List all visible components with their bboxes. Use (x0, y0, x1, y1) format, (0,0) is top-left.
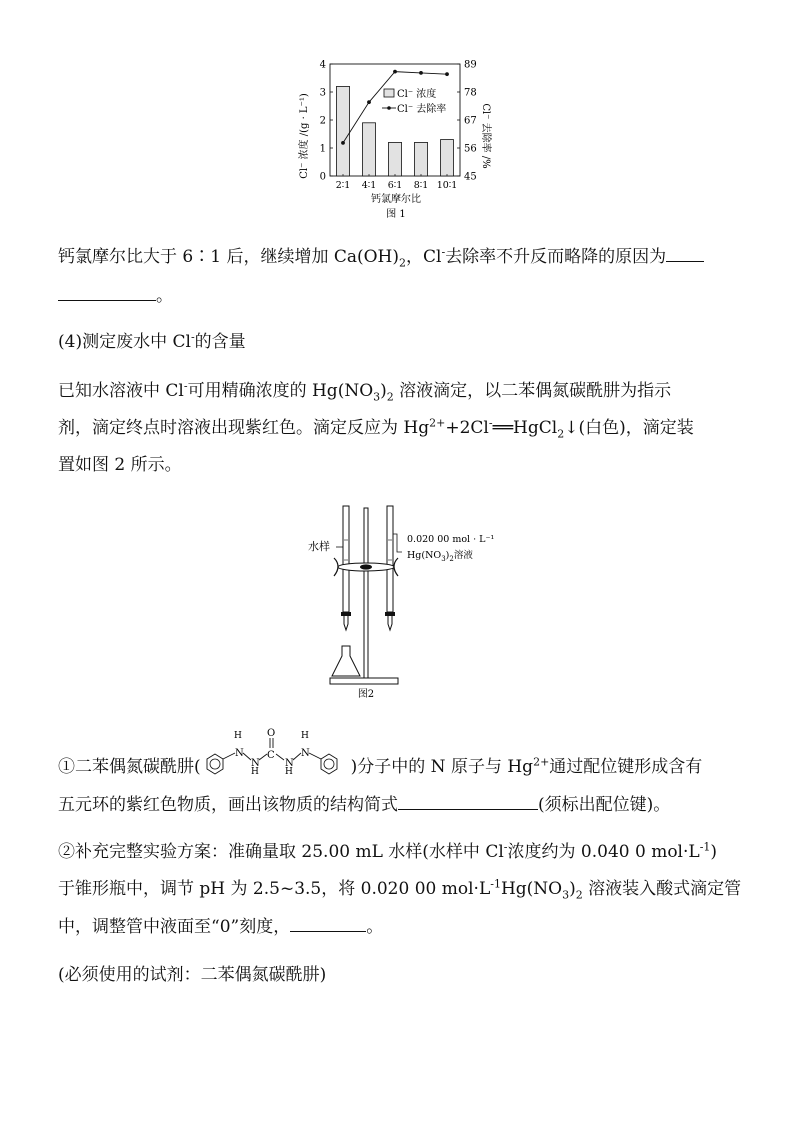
reagent-note (58, 964, 326, 986)
right-tick-label: 67 (464, 115, 477, 127)
x-tick-label: 10∶1 (436, 180, 458, 191)
superscript: - (488, 416, 493, 430)
left-tick-label: 2 (319, 115, 326, 127)
removal-rate-point-2 (367, 100, 371, 104)
text-segment: (必须使用的试剂：二苯偶氮碳酰肼) (58, 965, 327, 985)
x-axis-label: 钙氯摩尔比 (371, 194, 421, 205)
text-segment: ) (569, 879, 576, 899)
text-segment: 。 (156, 286, 173, 306)
text-segment: 溶液滴定，以二苯偶氮碳酰肼为指示 (393, 381, 672, 401)
text-segment: ，Cl (406, 247, 442, 267)
x-tick-label: 8∶1 (413, 180, 429, 191)
benzene-ring-left (207, 754, 223, 774)
text-segment: 五元环的紫红色物质，画出该物质的结构简式 (58, 795, 398, 815)
question-2-line-3 (58, 915, 383, 938)
legend-line-marker (387, 106, 391, 110)
superscript: -1 (490, 877, 501, 891)
section-4-heading (58, 331, 246, 353)
answer-blank-1a[interactable] (666, 245, 704, 262)
question-3-text-line-1 (58, 245, 704, 268)
removal-rate-point-4 (419, 71, 423, 75)
atom-h4: H (300, 731, 309, 741)
text-segment: 于锥形瓶中，调节 pH 为 2.5~3.5，将 0.020 00 mol·L (58, 879, 491, 899)
superscript: - (190, 330, 195, 344)
text-segment: 钙氯摩尔比大于 6∶1 后，继续增加 Ca(OH) (58, 247, 400, 267)
question-2-line-2 (58, 878, 741, 900)
right-tick-label: 45 (464, 171, 477, 183)
figure-1-caption: 图 1 (386, 209, 406, 220)
figure-2-caption: 图2 (357, 689, 375, 700)
atom-h1: H (233, 731, 242, 741)
text-segment: (须标出配位键)。 (538, 795, 671, 815)
figure-1-chart (290, 40, 510, 226)
bar-1 (337, 86, 350, 176)
text-segment: ) (710, 842, 718, 862)
section-4-text-line-2 (58, 417, 694, 439)
subscript: 3 (373, 390, 381, 404)
text-segment: 已知水溶液中 Cl (58, 381, 184, 401)
subscript: 2 (386, 390, 394, 404)
left-tick-label: 3 (319, 87, 326, 99)
atom-c: C (266, 750, 275, 761)
superscript: 2+ (429, 416, 446, 430)
text-segment: (4)测定废水中 Cl (58, 332, 191, 352)
diphenylcarbazide-svg (201, 726, 353, 782)
left-tick-label: 1 (319, 143, 326, 155)
text-segment: 去除率不升反而略降的原因为 (445, 247, 667, 267)
subscript: 3 (562, 888, 570, 902)
answer-blank-procedure[interactable] (290, 915, 366, 932)
question-3-text-line-2 (58, 284, 173, 307)
removal-rate-point-5 (445, 72, 449, 76)
stand-base (330, 678, 398, 684)
superscript: 2+ (533, 755, 550, 769)
bar-3 (389, 142, 402, 176)
atom-n2: N (250, 758, 260, 769)
answer-blank-1b[interactable] (58, 284, 156, 301)
bar-4 (415, 142, 428, 176)
atom-h2: H (250, 767, 259, 777)
text-segment: Hg(NO (500, 879, 563, 899)
left-tick-label: 4 (319, 59, 326, 71)
text-segment: 剂，滴定终点时溶液出现紫红色。滴定反应为 Hg (58, 418, 430, 438)
text-segment: 浓度约为 0.040 0 mol·L (507, 842, 700, 862)
text-segment: ②补充完整实验方案：准确量取 25.00 mL 水样(水样中 Cl (58, 842, 504, 862)
legend-bar-label: Cl⁻ 浓度 (397, 89, 437, 100)
subscript: 2 (575, 888, 583, 902)
text-segment: +2Cl (445, 418, 489, 438)
right-burette (387, 506, 393, 612)
text-segment: 通过配位键形成含有 (549, 757, 703, 777)
removal-rate-point-1 (341, 141, 345, 145)
superscript: - (183, 379, 188, 393)
superscript: - (503, 840, 508, 854)
x-tick-label: 6∶1 (387, 180, 403, 191)
question-1-line-2 (58, 793, 670, 816)
text-segment: 可用精确浓度的 Hg(NO (187, 381, 374, 401)
text-segment: 。 (366, 917, 384, 937)
text-segment: 的含量 (194, 332, 246, 352)
subscript: 2 (399, 256, 407, 270)
bar-2 (363, 123, 376, 176)
figure-2-titration-apparatus (290, 500, 520, 700)
benzene-ring-right (321, 754, 337, 774)
right-stopcock[interactable] (385, 612, 395, 616)
text-segment: 溶液装入酸式滴定管 (582, 879, 742, 899)
left-stopcock[interactable] (341, 612, 351, 616)
atom-n4: N (300, 748, 310, 759)
text-segment: )分子中的 N 原子与 Hg (350, 757, 534, 777)
text-segment: 中，调整管中液面至“0”刻度， (58, 917, 291, 937)
label-concentration: 0.020 00 mol · L⁻¹ (407, 534, 495, 545)
subscript: 2 (557, 427, 565, 441)
left-tick-label: 0 (319, 171, 326, 183)
question-1-line-1 (58, 728, 703, 778)
legend-line-label: Cl⁻ 去除率 (397, 104, 447, 115)
text-segment: ══HgCl (492, 418, 558, 438)
left-axis-label: Cl⁻ 浓度 /(g · L⁻¹) (299, 93, 310, 179)
left-burette (343, 506, 349, 612)
right-tick-label: 89 (464, 59, 477, 71)
question-2-line-1 (58, 841, 717, 863)
x-tick-label: 2∶1 (335, 180, 351, 191)
atom-n1: N (234, 748, 244, 759)
right-tick-label: 56 (464, 143, 477, 155)
bar-5 (441, 140, 454, 176)
stand-rod (364, 508, 368, 678)
superscript: - (441, 245, 446, 259)
label-water-sample: 水样 (308, 540, 330, 553)
removal-rate-point-3 (393, 70, 397, 74)
answer-blank-structure[interactable] (398, 793, 538, 810)
superscript: -1 (699, 840, 711, 854)
section-4-text-line-1 (58, 380, 671, 402)
diphenylcarbazide-structure (201, 728, 351, 778)
conical-flask (332, 646, 360, 676)
text-segment: 置如图 2 所示。 (58, 455, 182, 475)
text-segment: ) (380, 381, 387, 401)
x-tick-label: 4∶1 (361, 180, 377, 191)
text-segment: ①二苯偶氮碳酰肼( (58, 757, 201, 777)
legend-bar-swatch (384, 89, 394, 97)
atom-n3: N (284, 758, 294, 769)
label-solution: $Hg(NO_3)_2$溶液 (407, 550, 473, 563)
atom-o: O (266, 728, 275, 739)
atom-h3: H (284, 767, 293, 777)
section-4-text-line-3 (58, 454, 182, 476)
text-segment: ↓(白色)，滴定装 (564, 418, 694, 438)
right-tick-label: 78 (464, 87, 477, 99)
right-axis-label: Cl⁻ 去除率 /% (480, 103, 491, 169)
